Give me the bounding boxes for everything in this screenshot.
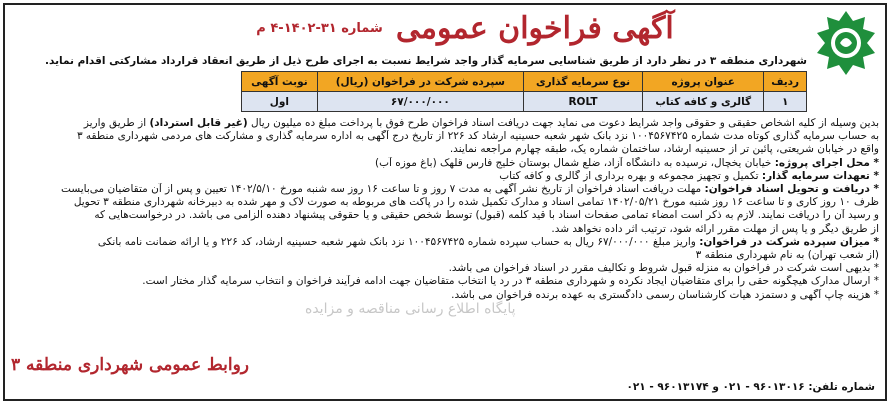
documents-delivery-label: * دریافت و تحویل اسناد فراخوان: [704, 183, 879, 196]
documents-delivery [11, 183, 879, 196]
paragraph-invitation [11, 117, 879, 130]
phone-numbers: شماره تلفن: ۹۶۰۱۳۰۱۶ - ۰۲۱ و ۹۶۰۱۳۱۷۴ - ۰۲۱ [626, 381, 875, 393]
investor-obligations [11, 170, 879, 183]
note-costs: * هزینه چاپ آگهی و دستمزد هیأت کارشناسان رسمی دادگستری به عهده برنده فراخوان می باشد. [451, 288, 879, 301]
documents-delivery-line-3: و رسید آن را دریافت نمایند. لازم به ذکر است امضاء تمامی صفحات اسناد با قید کلمه (قبول) توسط شخص حقیقی و یا حقوقی پیشنهاد دهنده الزامی می باشد. در درخواست‌هایی که [94, 209, 879, 222]
documents-delivery-line-4: از طریق دیگر و یا پس از مهلت مقرر ارائه شود، ترتیب اثر داده نخواهد شد. [551, 222, 879, 235]
cell-ad-round: اول [242, 92, 318, 112]
table-header-row [242, 72, 807, 92]
investor-obligations-text: تکمیل و تجهیز مجموعه و بهره برداری از گالری و کافه کتاب [499, 169, 759, 182]
project-table [241, 71, 807, 112]
documents-delivery-line-2: ظرف ۱۰ روز کاری و تا ساعت ۱۶ روز شنبه مورخ ۱۴۰۲/۰۵/۲۱ تمامی اسناد و مدارک تکمیل شده را در پاکت های مربوطه به صورت لاک و مهر شده به دبیرخانه شهرداری منطقه ۳ تحویل [73, 196, 879, 209]
cell-project-title: گالری و کافه کتاب [643, 92, 764, 112]
deposit-amount-label: * میزان سپرده شرکت در فراخوان: [699, 235, 879, 248]
invitation-text: بدین وسیله از کلیه اشخاص حقیقی و حقوقی واجد شرایط دعوت می نماید جهت دریافت اسناد فراخوان طرح فوق با پرداخت مبلغ ده میلیون ریال [250, 117, 879, 129]
paragraph-account: به حساب سرمایه گذاری کوتاه مدت شماره ۱۰۰۴۵۶۷۴۲۵ نزد بانک شهر شعبه حسینیه ارشاد کد ۲۲۶ از تاریخ درج آگهی به اداره سرمایه گذاری و مشارکت های مردمی شهرداری منطقه ۳ [76, 130, 879, 143]
watermark: پایگاه اطلاع رسانی مناقصه و مزایده [305, 301, 516, 317]
project-location-label: * محل اجرای پروژه: [774, 156, 879, 169]
note-rights: * ارسال مدارک هیچگونه حقی را برای متقاضیان ایجاد نکرده و شهرداری منطقه ۳ در رد یا انتخاب متقاضیان جهت ادامه فرآیند فراخوان و انتخاب سرمایه گذار مختار است. [142, 275, 879, 288]
investor-obligations-label: * تعهدات سرمایه گذار: [761, 169, 879, 182]
deposit-amount [11, 236, 879, 249]
col-project-title: عنوان پروژه [643, 72, 764, 92]
cell-row-number: ۱ [764, 92, 807, 112]
col-row-number: ردیف [764, 72, 807, 92]
paragraph-address: واقع در خیابان شریعتی، پائین تر از حسینیه ارشاد، ساختمان شماره یک، طبقه چهارم مراجعه نمایند. [449, 143, 879, 156]
public-relations-signature: روابط عمومی شهرداری منطقه ۳ [11, 355, 250, 375]
col-deposit: سپرده شرکت در فراخوان (ریال) [317, 72, 523, 92]
ad-number: شماره ۳۱-۱۴۰۲-۴ م [256, 21, 383, 36]
note-acceptance: * بدیهی است شرکت در فراخوان به منزله قبول شروط و تکالیف مقرر در اسناد فراخوان می باشد. [448, 262, 879, 275]
title-row [155, 11, 775, 47]
invitation-text-end: از طریق واریز [83, 117, 147, 129]
col-investment-type: نوع سرمایه گذاری [523, 72, 642, 92]
cell-investment-type: ROLT [523, 92, 642, 112]
col-ad-round: نوبت آگهی [242, 72, 318, 92]
project-location [11, 157, 879, 170]
public-call-ad [3, 3, 887, 401]
deposit-amount-line-2: (از شعب تهران) به نام شهرداری منطقه ۳ [695, 249, 879, 262]
documents-delivery-text: مهلت دریافت اسناد فراخوان از تاریخ نشر آگهی به مدت ۷ روز و تا ساعت ۱۶ روز سه شنبه مورخ ۱۴۰۲/۵/۱۰ تعیین و پس از آن متقاضیان می‌بایست [61, 183, 702, 196]
tehran-municipality-logo-icon [813, 9, 879, 87]
ad-title: آگهی فراخوان عمومی [395, 11, 674, 46]
deposit-amount-text: واریز مبلغ ۶۷/۰۰۰/۰۰۰ ریال به حساب سپرده شماره ۱۰۰۴۵۶۷۴۲۵ نزد بانک شهر شعبه حسینیه ارشاد، کد ۲۲۶ و یا ارائه ضمانت نامه بانکی [97, 235, 696, 248]
intro-text: شهرداری منطقه ۳ در نظر دارد از طریق شناسایی سرمایه گذار واجد شرایط نسبت به اجرای طرح ذیل از طریق انعقاد قرارداد مشارکتی اقدام نماید. [45, 55, 807, 67]
non-refundable-note: (غیر قابل استرداد) [149, 117, 248, 129]
ad-body [11, 117, 879, 302]
cell-deposit: ۶۷/۰۰۰/۰۰۰ [317, 92, 523, 112]
table-row [242, 92, 807, 112]
project-location-text: خیابان یخچال، نرسیده به دانشگاه آزاد، ضلع شمال بوستان خلیج فارس قلهک (باغ موزه آب) [375, 156, 772, 169]
